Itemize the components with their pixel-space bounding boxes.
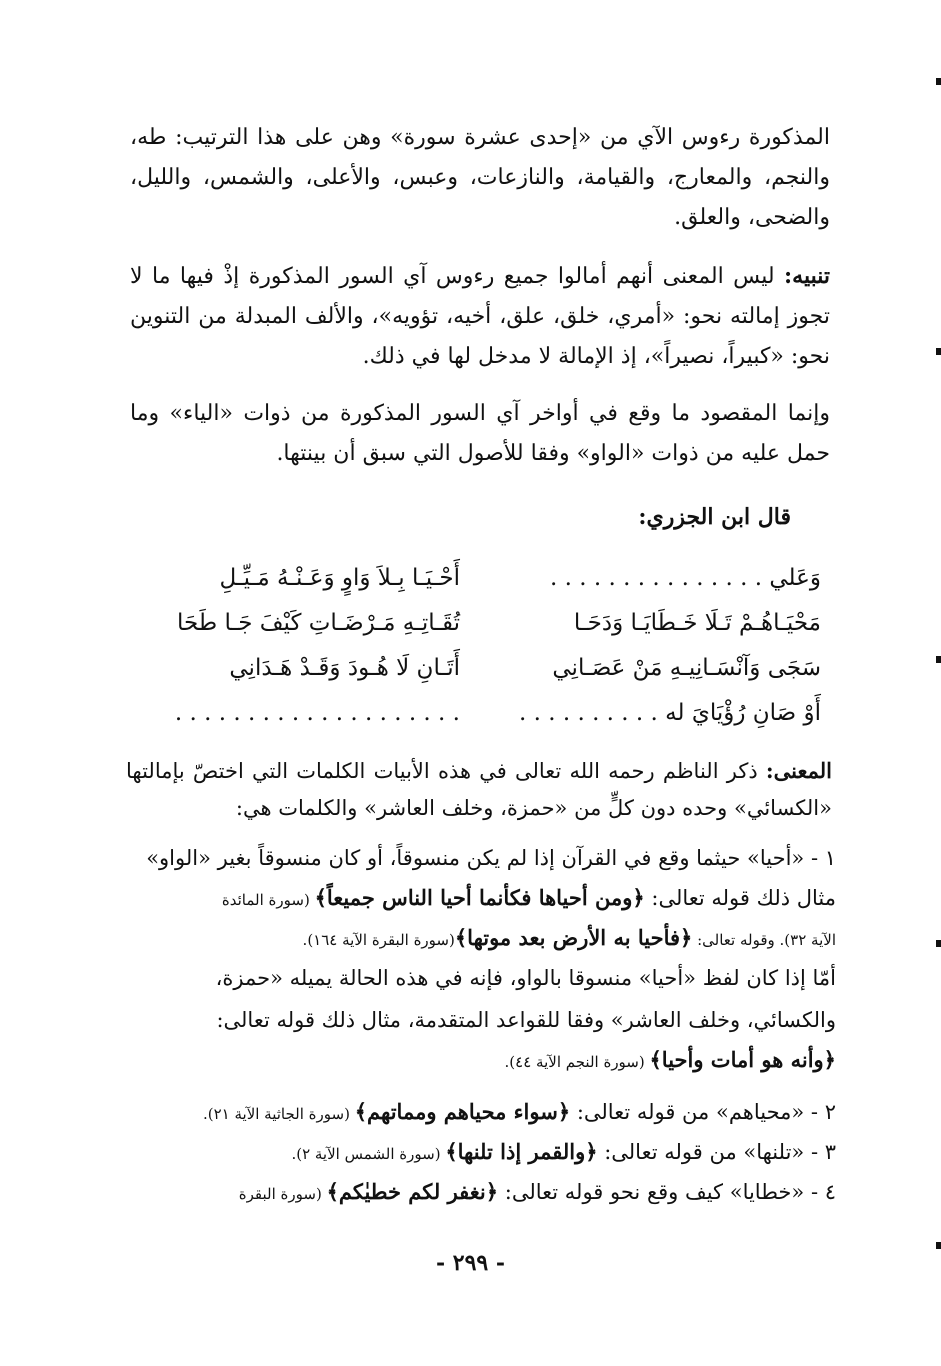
verse-left-column — [150, 556, 460, 736]
list-item-1-line — [136, 880, 836, 918]
item-text: مثال ذلك قوله تعالى: — [644, 886, 836, 910]
item-text: أمّا إذا كان لفظ «أحيا» منسوقا بالواو، فإنه في هذه الحالة يميله «حمزة، — [215, 966, 836, 990]
surah-reference: الآية ٣٢). وقوله تعالى: — [692, 931, 836, 949]
surah-reference: (سورة الشمس الآية ٢). — [291, 1145, 446, 1163]
list-item-1-line — [136, 1002, 836, 1038]
quran-quote: ﴿ومن أحياها فكأنما أحيا الناس جميعاً﴾ — [314, 885, 645, 910]
surah-reference: (سورة النجم الآية ٤٤). — [504, 1053, 650, 1071]
verse-right-column — [491, 556, 821, 736]
quran-quote: ﴿سواء محياهم ومماتهم﴾ — [354, 1099, 571, 1124]
verse-hemistich: . . . . . . . . . . . . . . . . . . . . — [174, 700, 460, 726]
quran-quote: ﴿فأحيا به الأرض بعد موتها﴾ — [454, 925, 693, 950]
quran-quote: ﴿والقمر إذا تلنها﴾ — [445, 1139, 598, 1164]
list-item-1-line — [136, 960, 836, 996]
list-item-1-line — [130, 840, 836, 876]
note-label: تنبيه: — [784, 263, 830, 289]
list-item-1-line — [136, 1042, 836, 1080]
surah-reference: (سورة البقرة — [238, 1185, 327, 1203]
margin-mark — [936, 348, 941, 355]
verse-hemistich: سَجَى وَآنْسَـانِيـهِ مَنْ عَصَـانِي — [552, 655, 821, 681]
section-heading: قال ابن الجزري: — [638, 504, 791, 530]
list-item-1-line — [136, 920, 836, 958]
item-text: ٢ - «محياهم» من قوله تعالى: — [570, 1100, 836, 1124]
item-text: والكسائي، وخلف العاشر» وفقا للقواعد المتقدمة، مثال ذلك قوله تعالى: — [216, 1008, 836, 1032]
verse-hemistich: أَحْـيَـا بِـلاَ وَاوٍ وَعَـنْـهُ مَـيِّـلِ — [219, 565, 460, 591]
verse-hemistich: أَوْ صَانِ رُؤْيَايَ له . . . . . . . . . . — [518, 700, 821, 726]
margin-mark — [936, 78, 941, 85]
verse-hemistich: وَعَلي . . . . . . . . . . . . . . . — [550, 565, 821, 591]
paragraph-text: ذكر الناظم رحمه الله تعالى في هذه الأبيات الكلمات التي اختصّ بإمالتها «الكسائي» وحده دون كلٍّ من «حمزة، وخلف العاشر» والكلمات هي: — [126, 759, 832, 820]
paragraph-meaning — [126, 752, 832, 827]
verse-hemistich: أَتَـانِ لَا هُـودَ وَقَـدْ هَـدَانِي — [229, 655, 460, 681]
verse-hemistich: تُقَـاتِـهِ مَـرْضَـاتِ كَيْفَ جَـا طَحَا — [177, 610, 460, 636]
page-number: - ٢٩٩ - — [435, 1250, 506, 1276]
item-text: ٣ - «تلنها» من قوله تعالى: — [597, 1140, 836, 1164]
quran-quote: ﴿وأنه هو أمات وأحيا﴾ — [649, 1047, 836, 1072]
surah-reference: (سورة الجاثية الآية ٢١). — [202, 1105, 355, 1123]
surah-reference: (سورة المائدة — [221, 891, 315, 909]
item-text: ١ - «أحيا» حيثما وقع في القرآن إذا لم يكن منسوقاً، أو كان منسوقاً بغير «الواو» — [146, 846, 836, 870]
list-item-2 — [130, 1094, 836, 1132]
paragraph-intent — [130, 394, 830, 474]
margin-mark — [936, 940, 941, 947]
paragraph-surah-list — [130, 118, 830, 238]
list-item-3 — [130, 1134, 836, 1172]
verse-hemistich: مَحْيَـاهُـمْ تَـلَا خَـطَايَـا وَدَحَـا — [573, 610, 821, 636]
paragraph-note — [130, 256, 830, 377]
margin-mark — [936, 656, 941, 663]
list-item-4 — [130, 1174, 836, 1212]
paragraph-text: ليس المعنى أنهم أمالوا جميع رءوس آي السور المذكورة إذْ فيها ما لا تجوز إمالته نحو: «أمري، خلق، علق، أخيه، تؤويه»، والألف المبدلة من التنوين نحو: «كبيراً، نصيراً»، إذ الإمالة لا مدخل لها في ذلك. — [130, 264, 830, 369]
margin-mark — [936, 1242, 941, 1249]
surah-reference: (سورة البقرة الآية ١٦٤). — [302, 931, 455, 949]
meaning-label: المعنى: — [765, 758, 832, 783]
quran-quote: ﴿نغفر لكم خطيٰكم﴾ — [326, 1179, 499, 1204]
item-text: ٤ - «خطايا» كيف وقع نحو قوله تعالى: — [498, 1180, 836, 1204]
paragraph-text: المذكورة رءوس الآي من «إحدى عشرة سورة» وهن على هذا الترتيب: طه، والنجم، والمعارج، والقيامة، والنازعات، وعبس، والأعلى، والشمس، والليل، والضحى، والعلق. — [130, 125, 830, 230]
paragraph-text: وإنما المقصود ما وقع في أواخر آي السور المذكورة من ذوات «الياء» وما حمل عليه من ذوات «الواو» وفقا للأصول التي سبق أن بينتها. — [130, 401, 830, 466]
